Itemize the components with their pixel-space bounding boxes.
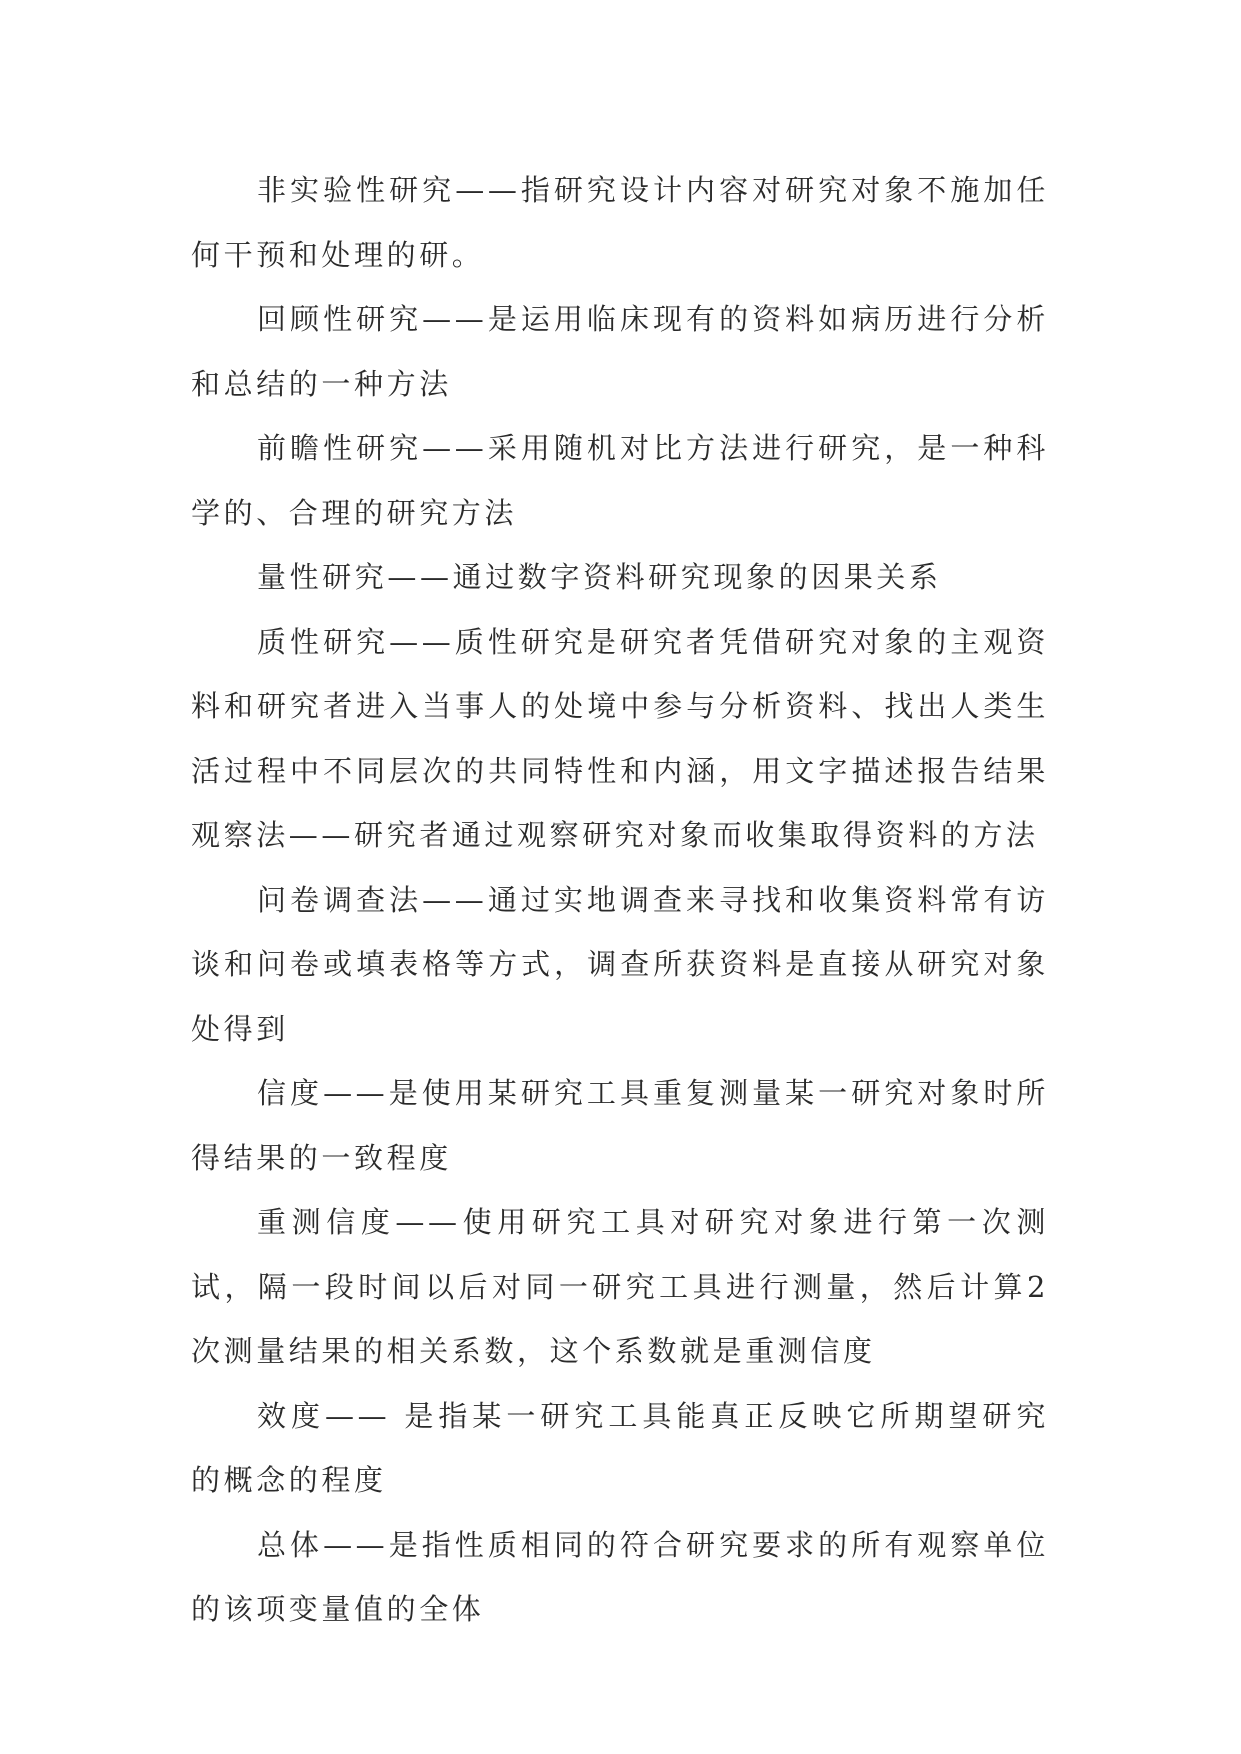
paragraph-prospective-research: 前瞻性研究——采用随机对比方法进行研究，是一种科学的、合理的研究方法 — [191, 431, 1049, 530]
document-body — [191, 158, 1049, 1642]
paragraph-population: 总体——是指性质相同的符合研究要求的所有观察单位的该项变量值的全体 — [191, 1527, 1049, 1626]
paragraph-retrospective-research: 回顾性研究——是运用临床现有的资料如病历进行分析和总结的一种方法 — [191, 302, 1049, 401]
paragraph-questionnaire-survey: 问卷调查法——通过实地调查来寻找和收集资料常有访谈和问卷或填表格等方式，调查所获资料是直接从研究对象处得到 — [191, 882, 1049, 1046]
paragraph-validity: 效度—— 是指某一研究工具能真正反映它所期望研究的概念的程度 — [191, 1398, 1049, 1497]
paragraph-qualitative-research: 质性研究——质性研究是研究者凭借研究对象的主观资料和研究者进入当事人的处境中参与分析资料、找出人类生活过程中不同层次的共同特性和内涵，用文字描述报告结果 观察法——研究者通过观察研究对象而收集取得资料的方法 — [191, 624, 1049, 852]
paragraph-test-retest-reliability: 重测信度——使用研究工具对研究对象进行第一次测试，隔一段时间以后对同一研究工具进行测量，然后计算2次测量结果的相关系数，这个系数就是重测信度 — [191, 1205, 1049, 1368]
paragraph-reliability: 信度——是使用某研究工具重复测量某一研究对象时所得结果的一致程度 — [191, 1076, 1049, 1175]
paragraph-non-experimental-research: 非实验性研究——指研究设计内容对研究对象不施加任何干预和处理的研。 — [191, 173, 1049, 272]
paragraph-quantitative-research: 量性研究——通过数字资料研究现象的因果关系 — [257, 560, 942, 594]
